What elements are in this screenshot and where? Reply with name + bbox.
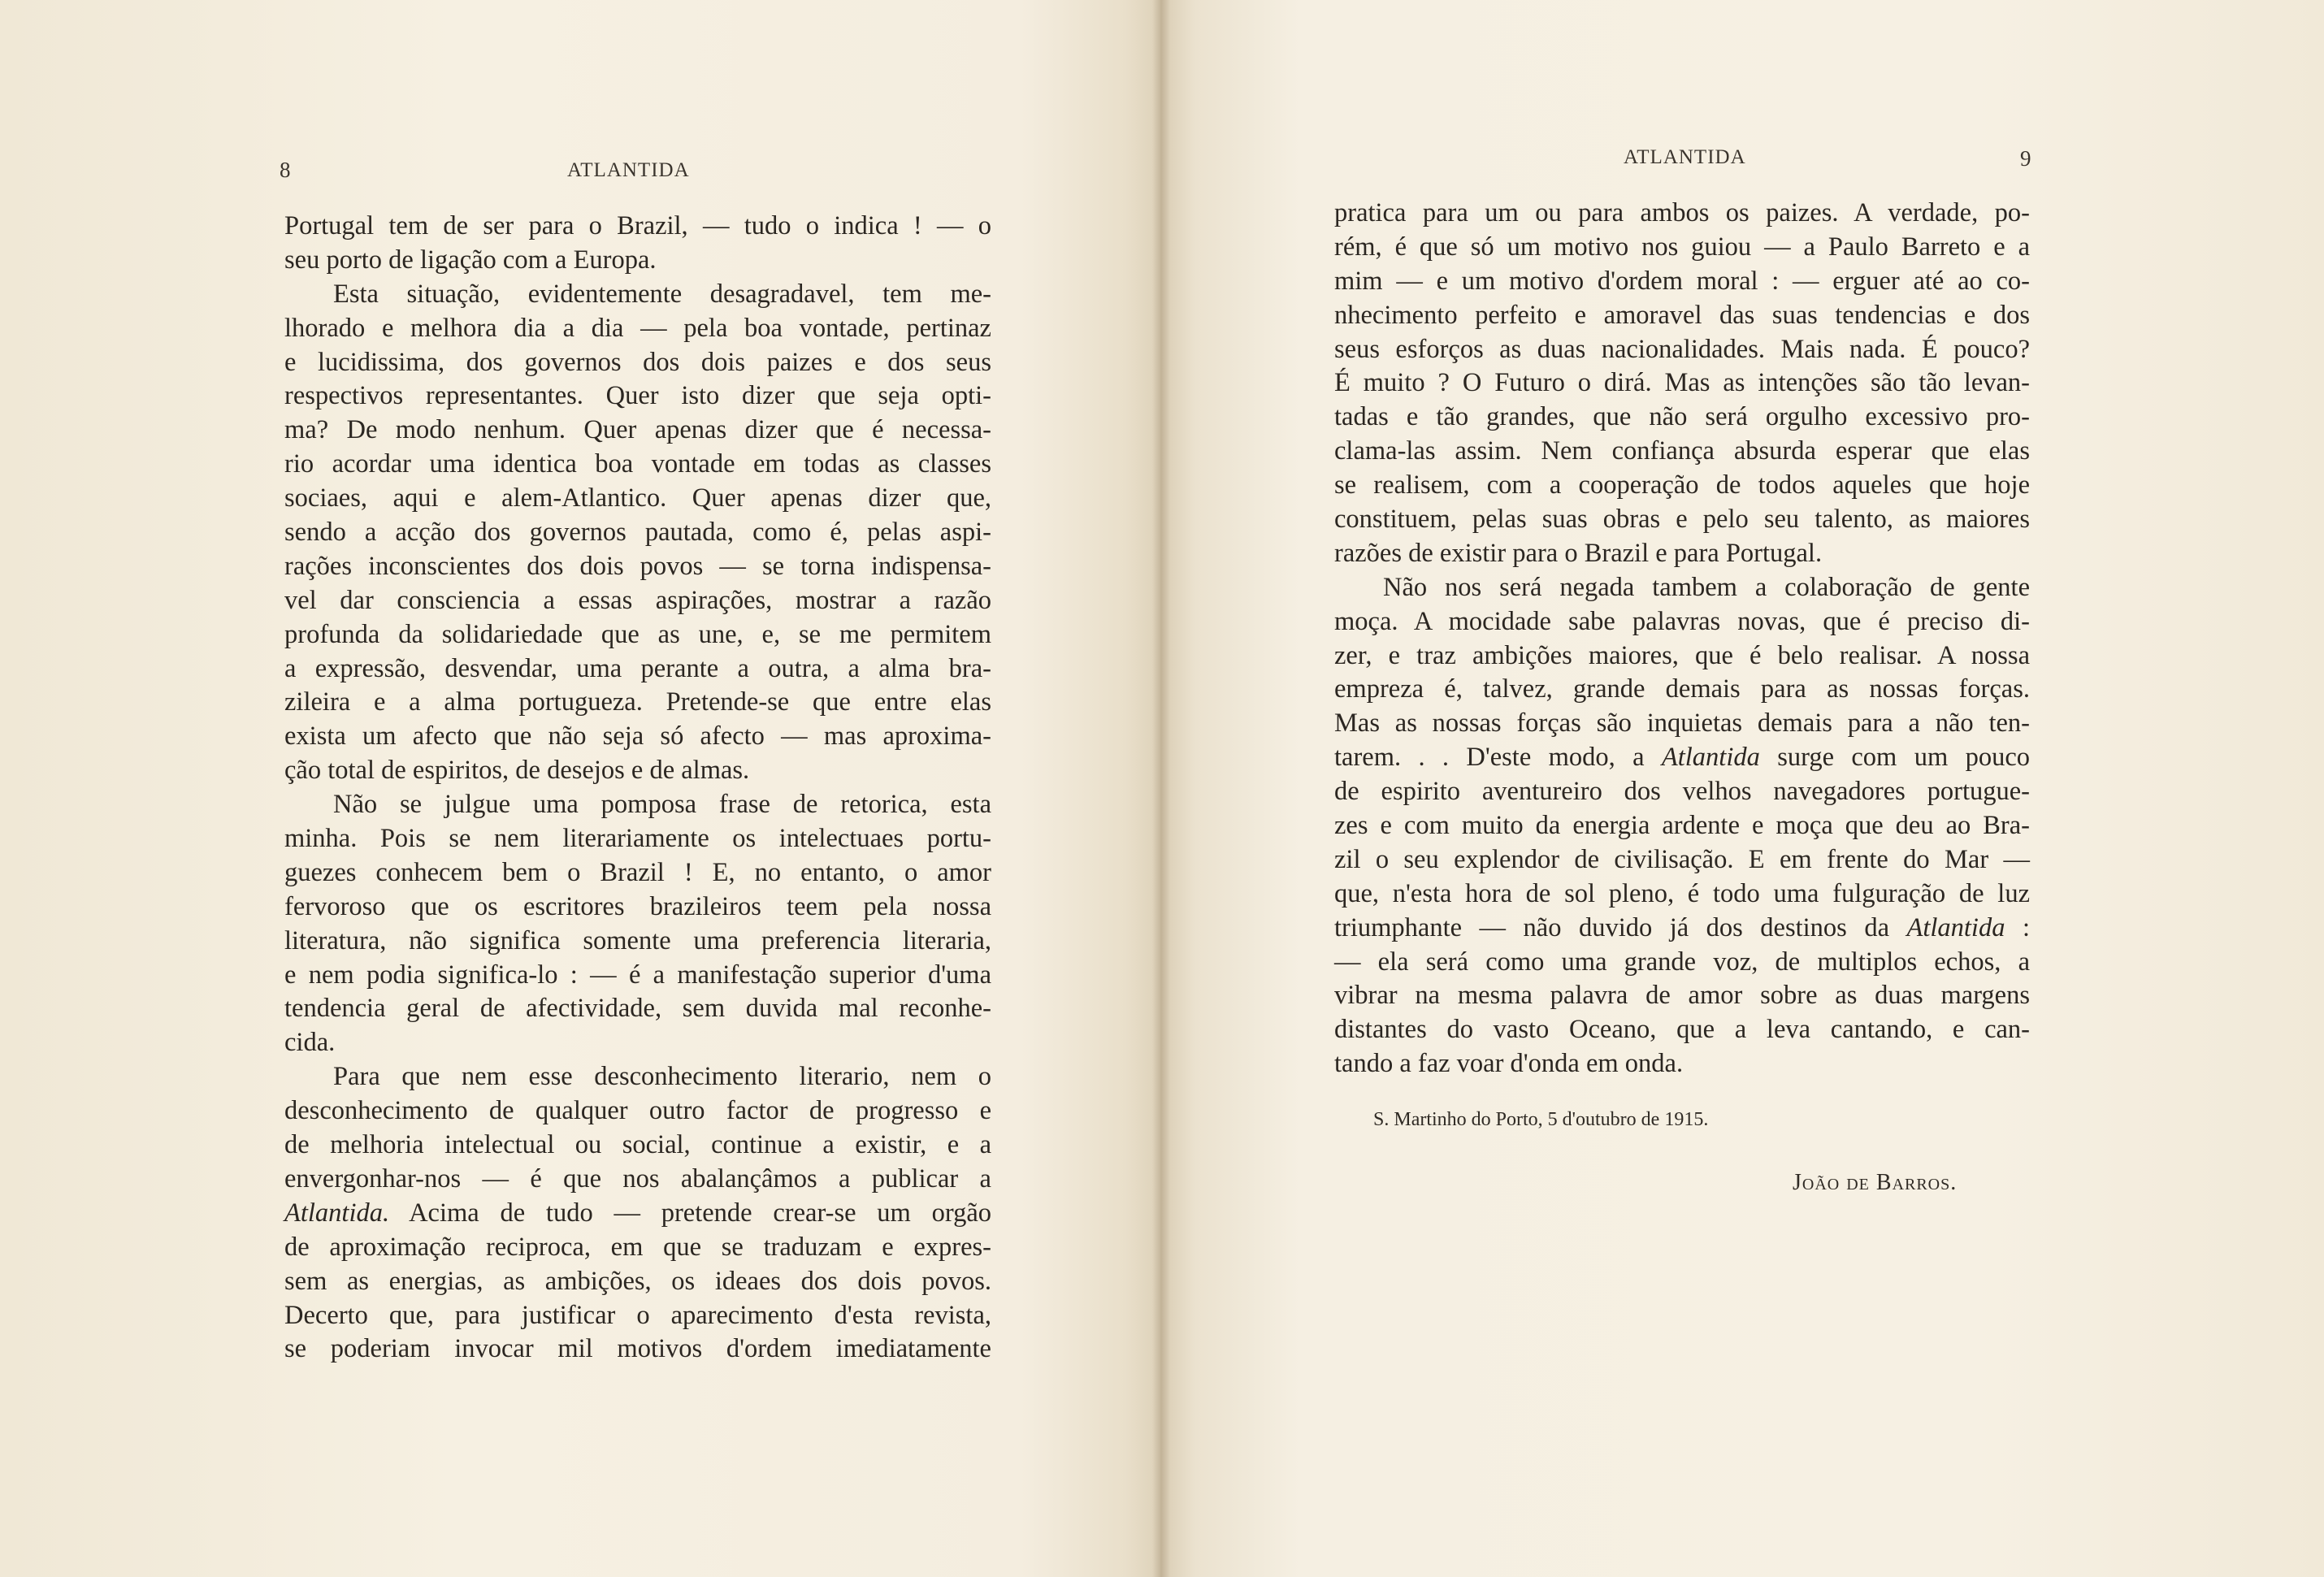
text-line: Para que nem esse desconhecimento literario, nem o <box>333 1062 991 1092</box>
text-line: rio acordar uma identica boa vontade em todas as classes <box>284 449 991 479</box>
text-line: clama-las assim. Nem confiança absurda esperar que elas <box>1334 436 2030 466</box>
text-line: tando a faz voar d'onda em onda. <box>1334 1049 1684 1079</box>
text-line: sendo a acção dos governos pautada, como é, pelas aspi- <box>284 518 991 548</box>
text-line: cida. <box>284 1028 336 1058</box>
text-line: moça. A mocidade sabe palavras novas, que é preciso di- <box>1334 606 2030 636</box>
text-line: tadas e tão grandes, que não será orgulho excessivo pro- <box>1334 402 2030 432</box>
text-line: que, n'esta hora de sol pleno, é todo uma fulguração de luz <box>1334 878 2030 908</box>
text-line: sem as energias, as ambições, os ideaes dos dois povos. <box>284 1266 991 1296</box>
text-line: constituem, pelas suas obras e pelo seu talento, as maiores <box>1334 505 2030 535</box>
text-line: razões de existir para o Brazil e para Portugal. <box>1334 538 1823 568</box>
text-line: desconhecimento de qualquer outro factor de progresso e <box>284 1096 991 1126</box>
left-page-number: 8 <box>280 158 291 182</box>
text-line: de espirito aventureiro dos velhos navegadores portugue- <box>1334 777 2030 807</box>
text-line: empreza é, talvez, grande demais para as nossas forças. <box>1334 674 2030 704</box>
text-line: profunda da solidariedade que as une, e, se me permitem <box>284 619 991 649</box>
text-line: rações inconscientes dos dois povos — se torna indispensa- <box>284 551 991 581</box>
text-line: ção total de espiritos, de desejos e de almas. <box>284 756 750 786</box>
text-line: vibrar na mesma palavra de amor sobre as duas margens <box>1334 981 2030 1011</box>
text-line: de melhoria intelectual ou social, continue a existir, e a <box>284 1130 991 1160</box>
text-line: Portugal tem de ser para o Brazil, — tudo o indica ! — o <box>284 211 991 240</box>
text-line: lhorado e melhora dia a dia — pela boa vontade, pertinaz <box>284 313 991 343</box>
text-line: Decerto que, para justificar o aparecimento d'esta revista, <box>284 1300 991 1330</box>
right-running-header: ATLANTIDA <box>1624 146 1746 168</box>
text-line: exista um afecto que não seja só afecto — mas aproxima- <box>284 721 991 752</box>
text-line: nhecimento perfeito e amoravel das suas tendencias e dos <box>1334 300 2030 330</box>
text-line: e lucidissima, dos governos dos dois paizes e dos seus <box>284 347 991 377</box>
text-line: tendencia geral de afectividade, sem duvida mal reconhe- <box>284 994 991 1024</box>
text-line: rém, é que só um motivo nos guiou — a Paulo Barreto e a <box>1334 232 2030 262</box>
left-page <box>0 0 1160 1577</box>
text-line: zileira e a alma portugueza. Pretende-se que entre elas <box>284 687 991 717</box>
left-running-header: ATLANTIDA <box>567 159 690 181</box>
left-page-body-text <box>284 210 991 1367</box>
text-line: e nem podia significa-lo : — é a manifestação superior d'uma <box>284 960 991 990</box>
text-line: a expressão, desvendar, uma perante a outra, a alma bra- <box>284 653 991 683</box>
book-gutter <box>1152 0 1170 1577</box>
text-line: fervoroso que os escritores brazileiros teem pela nossa <box>284 891 991 921</box>
text-line: respectivos representantes. Quer isto dizer que seja opti- <box>284 381 991 411</box>
text-line: — ela será como uma grande voz, de multiplos echos, a <box>1334 947 2030 977</box>
text-line: Não nos será negada tambem a colaboração de gente <box>1383 572 2030 602</box>
right-page-body-text <box>1334 197 2030 1081</box>
text-line: vel dar consciencia a essas aspirações, mostrar a razão <box>284 585 991 615</box>
text-line: triumphante — não duvido já dos destinos da Atlantida : <box>1334 912 2030 942</box>
place-and-date: S. Martinho do Porto, 5 d'outubro de 1915. <box>1373 1109 1709 1130</box>
text-line: literatura, não significa somente uma preferencia literaria, <box>284 925 991 955</box>
text-line: seus esforços as duas nacionalidades. Mais nada. É pouco? <box>1334 334 2030 364</box>
text-line: minha. Pois se nem literariamente os intelectuaes portu- <box>284 824 991 854</box>
text-line: zil o seu explendor de civilisação. E em frente do Mar — <box>1334 844 2030 874</box>
text-line: guezes conhecem bem o Brazil ! E, no entanto, o amor <box>284 857 991 887</box>
right-page-number: 9 <box>2020 146 2031 171</box>
text-line: tarem. . . D'este modo, a Atlantida surge com um pouco <box>1334 743 2030 773</box>
text-line: Mas as nossas forças são inquietas demais para a não ten- <box>1334 708 2030 739</box>
text-line: É muito ? O Futuro o dirá. Mas as intenções são tão levan- <box>1334 368 2030 398</box>
text-line: de aproximação reciproca, em que se traduzam e expres- <box>284 1232 991 1262</box>
text-line: Não se julgue uma pomposa frase de retorica, esta <box>333 790 991 820</box>
text-line: Atlantida. Acima de tudo — pretende crear-se um orgão <box>284 1198 991 1228</box>
text-line: ma? De modo nenhum. Quer apenas dizer que é necessa- <box>284 415 991 445</box>
text-line: se poderiam invocar mil motivos d'ordem imediatamente <box>284 1334 991 1364</box>
text-line: seu porto de ligação com a Europa. <box>284 245 657 275</box>
text-line: distantes do vasto Oceano, que a leva cantando, e can- <box>1334 1015 2030 1045</box>
text-line: envergonhar-nos — é que nos abalançâmos a publicar a <box>284 1163 991 1194</box>
text-line: zer, e traz ambições maiores, que é belo realisar. A nossa <box>1334 640 2030 670</box>
text-line: pratica para um ou para ambos os paizes. A verdade, po- <box>1334 198 2030 227</box>
text-line: zes e com muito da energia ardente e moça que deu ao Bra- <box>1334 811 2030 841</box>
text-line: Esta situação, evidentemente desagradavel, tem me- <box>333 279 991 309</box>
author-signature: João de Barros. <box>1793 1170 1958 1195</box>
text-line: mim — e um motivo d'ordem moral : — erguer até ao co- <box>1334 266 2030 296</box>
text-line: sociaes, aqui e alem-Atlantico. Quer apenas dizer que, <box>284 483 991 513</box>
text-line: se realisem, com a cooperação de todos aqueles que hoje <box>1334 470 2030 500</box>
